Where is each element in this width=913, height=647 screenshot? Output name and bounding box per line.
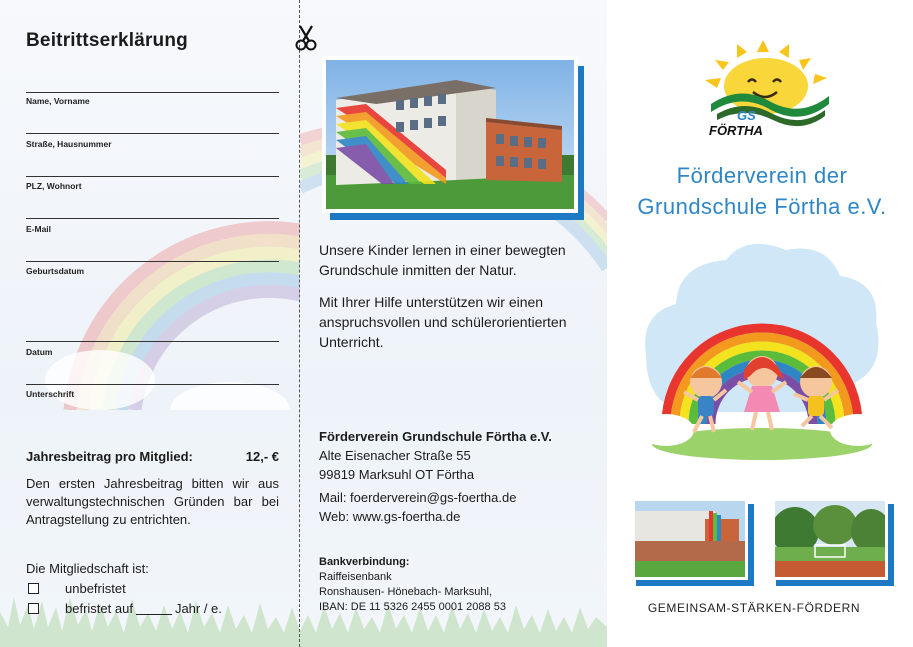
checkbox-limited[interactable] [28, 603, 39, 614]
street-field-label: Straße, Hausnummer [26, 139, 112, 149]
scissors-icon [294, 24, 318, 52]
bank-place: Ronshausen- Hönebach- Marksuhl, [319, 586, 493, 598]
school-photo-thumb-1 [632, 498, 752, 584]
contact-city: 99819 Marksuhl OT Förtha [319, 467, 475, 482]
thumb-1-frame [632, 498, 748, 580]
street-field[interactable] [26, 139, 279, 177]
bank-name: Raiffeisenbank [319, 571, 392, 583]
thumb-2-frame [772, 498, 888, 580]
option-unlimited-label: unbefristet [65, 581, 126, 596]
school-photo [322, 56, 584, 220]
school-logo [703, 38, 833, 138]
city-field-label: PLZ, Wohnort [26, 181, 82, 191]
birthdate-field[interactable] [26, 266, 279, 342]
email-field-label: E-Mail [26, 224, 52, 234]
fee-value: 12,- € [245, 449, 279, 464]
date-field-label: Datum [26, 347, 53, 357]
bank-iban: IBAN: DE 11 5326 2455 0001 2088 53 [319, 601, 506, 613]
name-field-label: Name, Vorname [26, 96, 90, 106]
email-field[interactable] [26, 224, 279, 262]
signature-field[interactable] [26, 389, 279, 427]
school-photo-thumb-2 [772, 498, 892, 584]
option-limited-prefix: befristet auf [65, 601, 133, 616]
city-field[interactable] [26, 181, 279, 219]
membership-title: Die Mitgliedschaft ist: [26, 561, 149, 576]
option-limited-suffix: Jahr / e. [174, 601, 222, 616]
signature-field-label: Unterschrift [26, 389, 75, 399]
contact-web[interactable]: Web: www.gs-foertha.de [319, 509, 461, 524]
bank-block [319, 555, 506, 615]
association-title-line2: Grundschule Förtha e.V. [637, 194, 887, 219]
intro-paragraph-1: Unsere Kinder lernen in einer bewegten Grundschule inmitten der Natur. [319, 242, 566, 278]
years-blank[interactable] [136, 603, 172, 615]
name-field[interactable] [26, 96, 279, 134]
school-building-image [326, 60, 574, 209]
logo-gs: GS [737, 108, 756, 123]
schoolyard-image [635, 501, 745, 577]
option-limited[interactable] [28, 601, 222, 616]
fee-text: Den ersten Jahresbeitrag bitten wir aus verwaltungstechnischen Gründen bar bei Antragstellung zu entrichten. [26, 476, 279, 527]
contact-street: Alte Eisenacher Straße 55 [319, 448, 471, 463]
slogan: GEMEINSAM-STÄRKEN-FÖRDERN [647, 601, 861, 615]
contact-block [319, 427, 552, 484]
contact-online [319, 488, 516, 526]
cut-line [299, 0, 300, 647]
contact-name: Förderverein Grundschule Förtha e.V. [319, 429, 552, 444]
contact-mail[interactable]: Mail: foerderverein@gs-foertha.de [319, 490, 517, 505]
option-unlimited[interactable] [28, 581, 126, 596]
photo-frame [322, 56, 578, 213]
fee-label: Jahresbeitrag pro Mitglied: [26, 449, 193, 464]
form-line-top [26, 92, 279, 93]
intro-paragraph-2: Mit Ihrer Hilfe unterstützen wir einen anspruchsvollen und schülerorientierten Unterricht. [319, 294, 567, 350]
checkbox-unlimited[interactable] [28, 583, 39, 594]
sports-field-image [775, 501, 885, 577]
birthdate-field-label: Geburtsdatum [26, 266, 85, 276]
form-title: Beitrittserklärung [26, 30, 188, 51]
association-title-line1: Förderverein der [676, 163, 848, 188]
children-rainbow-illustration [636, 234, 888, 462]
bank-title: Bankverbindung: [319, 556, 410, 568]
date-field[interactable] [26, 347, 279, 385]
logo-foertha: FÖRTHA [709, 123, 763, 138]
